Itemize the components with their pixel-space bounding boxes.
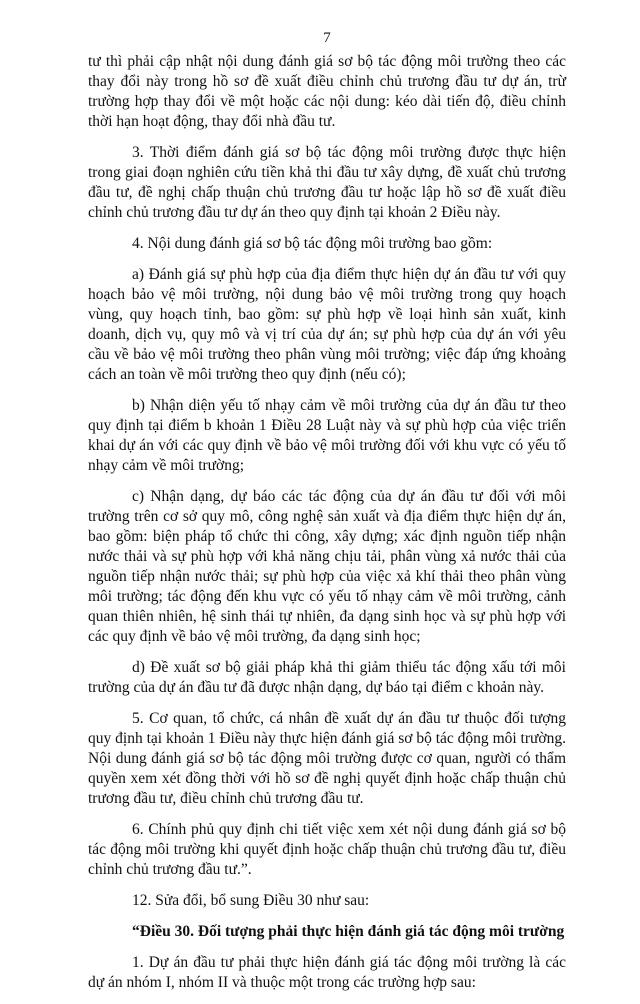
paragraph-point-a: a) Đánh giá sự phù hợp của địa điểm thực hiện dự án đầu tư với quy hoạch bảo vệ môi trường, nội dung bảo vệ môi trường trong quy hoạch vùng, quy hoạch tỉnh, bao gồm: sự phù hợp về loại hình sản xuất, kinh doanh, dịch vụ, quy mô và vị trí của dự án; sự phù hợp của dự án với yêu cầu về bảo vệ môi trường theo phân vùng môi trường; việc đáp ứng khoảng cách an toàn về môi trường theo quy định (nếu có);: [88, 266, 566, 383]
paragraph-point-c: c) Nhận dạng, dự báo các tác động của dự án đầu tư đối với môi trường trên cơ sở quy mô, công nghệ sản xuất và địa điểm thực hiện dự án, bao gồm: biện pháp tổ chức thi công, xây dựng; xác định nguồn tiếp nhận nước thải và sự phù hợp với khả năng chịu tải, phân vùng xả nước thải của nguồn tiếp nhận nước thải; sự phù hợp của việc xả khí thải theo phân vùng môi trường; tác động đến khu vực có yếu tố nhạy cảm về môi trường, cảnh quan thiên nhiên, hệ sinh thái tự nhiên, đa dạng sinh học và sự phù hợp với các quy định về bảo vệ môi trường, đa dạng sinh học;: [88, 488, 566, 645]
paragraph-clause-6: 6. Chính phủ quy định chi tiết việc xem xét nội dung đánh giá sơ bộ tác động môi trường khi quyết định hoặc chấp thuận chủ trương đầu tư, điều chỉnh chủ trương đầu tư.”.: [88, 821, 566, 878]
paragraph-point-b: b) Nhận diện yếu tố nhạy cảm về môi trường của dự án đầu tư theo quy định tại điểm b khoản 1 Điều 28 Luật này và sự phù hợp của việc triển khai dự án với các quy định về bảo vệ môi trường đối với khu vực có yếu tố nhạy cảm về môi trường;: [88, 397, 566, 474]
article-30-heading: “Điều 30. Đối tượng phải thực hiện đánh giá tác động môi trường: [132, 923, 565, 940]
paragraph-clause-5: 5. Cơ quan, tổ chức, cá nhân đề xuất dự án đầu tư thuộc đối tượng quy định tại khoản 1 Điều này thực hiện đánh giá sơ bộ tác động môi trường. Nội dung đánh giá sơ bộ tác động môi trường được cơ quan, người có thẩm quyền xem xét đồng thời với hồ sơ đề nghị quyết định hoặc chấp thuận chủ trương đầu tư, điều chỉnh chủ trương đầu tư.: [88, 710, 566, 807]
paragraph-article-30-clause-1: 1. Dự án đầu tư phải thực hiện đánh giá tác động môi trường là các dự án nhóm I, nhóm II và thuộc một trong các trường hợp sau:: [88, 954, 566, 991]
page-number: 7: [323, 30, 331, 46]
paragraph-point-d: d) Đề xuất sơ bộ giải pháp khả thi giảm thiểu tác động xấu tới môi trường của dự án đầu tư đã được nhận dạng, dự báo tại điểm c khoản này.: [88, 659, 566, 696]
paragraph-clause-4: 4. Nội dung đánh giá sơ bộ tác động môi trường bao gồm:: [132, 235, 493, 252]
paragraph-amendment-12: 12. Sửa đổi, bổ sung Điều 30 như sau:: [132, 892, 370, 909]
paragraph-clause-3: 3. Thời điểm đánh giá sơ bộ tác động môi trường được thực hiện trong giai đoạn nghiên cứu tiền khả thi đầu tư xây dựng, đề xuất chủ trương đầu tư, đề nghị chấp thuận chủ trương đầu tư hoặc lập hồ sơ đề xuất điều chỉnh chủ trương đầu tư dự án theo quy định tại khoản 2 Điều này.: [88, 144, 566, 221]
paragraph-continuation: tư thì phải cập nhật nội dung đánh giá sơ bộ tác động môi trường theo các thay đổi này trong hồ sơ đề xuất điều chỉnh chủ trương đầu tư dự án, trừ trường hợp thay đổi về một hoặc các nội dung: kéo dài tiến độ, điều chỉnh thời hạn hoạt động, thay đổi nhà đầu tư.: [88, 53, 566, 130]
document-page: [88, 28, 566, 1004]
